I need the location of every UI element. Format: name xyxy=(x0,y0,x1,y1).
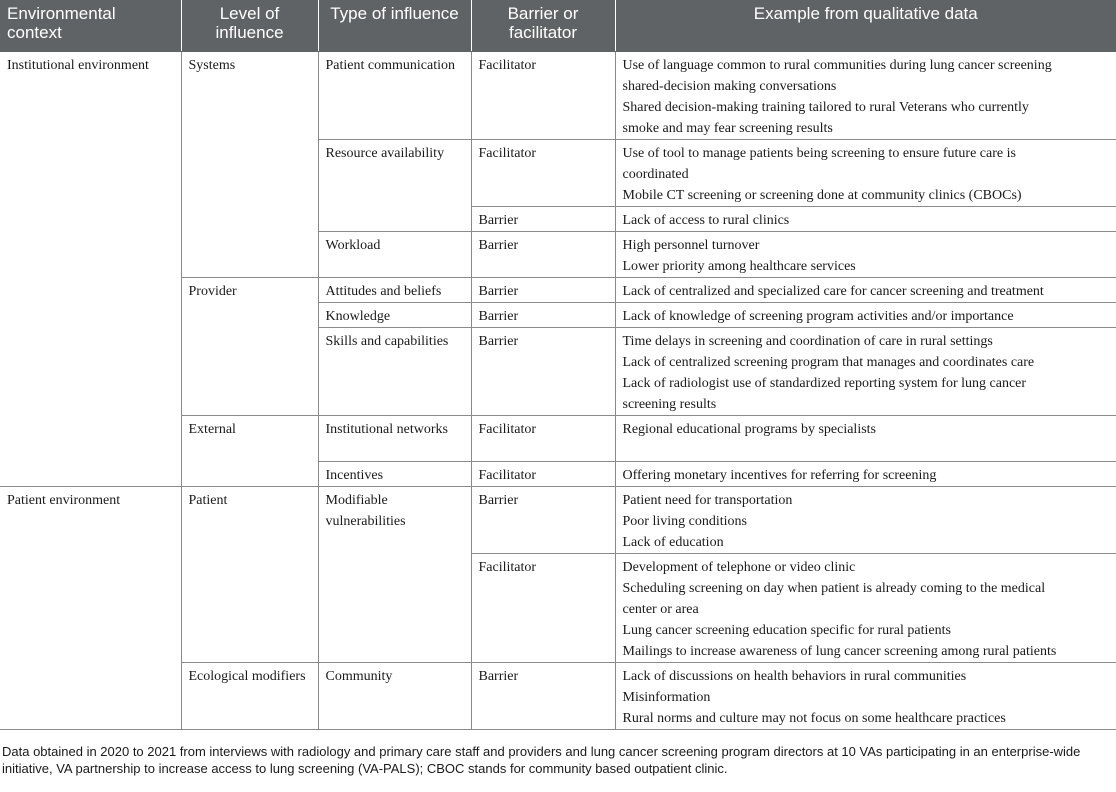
example-line: High personnel turnover xyxy=(622,237,760,253)
type-cell: Knowledge xyxy=(318,302,471,327)
example-line: Regional educational programs by specialists xyxy=(622,421,876,437)
type-cell: Skills and capabilities xyxy=(318,327,471,415)
example-line: Misinformation xyxy=(622,689,711,705)
example-line: shared-decision making conversations xyxy=(622,78,837,94)
example-line: smoke and may fear screening results xyxy=(622,120,833,136)
level-cell-systems: Systems xyxy=(181,51,318,277)
type-cell: Modifiable vulnerabilities xyxy=(318,486,471,662)
header-row xyxy=(0,0,1116,51)
example-line: screening results xyxy=(622,396,717,412)
example-cell xyxy=(615,206,1116,231)
example-line: Rural norms and culture may not focus on some healthcare practices xyxy=(622,710,1006,726)
example-line: Lack of education xyxy=(622,534,724,550)
example-line: Use of language common to rural communities during lung cancer screening xyxy=(622,57,1052,73)
example-cell xyxy=(615,231,1116,277)
example-cell xyxy=(615,662,1116,729)
header-barrier-or-facilitator: Barrier or facilitator xyxy=(471,0,615,51)
example-line: Poor living conditions xyxy=(622,513,747,529)
example-line: Scheduling screening on day when patient is already coming to the medical xyxy=(622,580,1046,596)
type-cell: Workload xyxy=(318,231,471,277)
context-cell-patient: Patient environment xyxy=(0,486,181,729)
level-cell-ecological: Ecological modifiers xyxy=(181,662,318,729)
example-line: Lack of knowledge of screening program activities and/or importance xyxy=(622,308,1014,324)
example-line: Development of telephone or video clinic xyxy=(622,559,856,575)
example-line: Lower priority among healthcare services xyxy=(622,258,856,274)
bf-cell: Facilitator xyxy=(471,139,615,206)
example-cell xyxy=(615,415,1116,461)
example-cell xyxy=(615,139,1116,206)
table-footnote: Data obtained in 2020 to 2021 from interviews with radiology and primary care staff and providers and lung cancer screening program directors at 10 VAs participating in an enterprise-wide initiative, VA partnership to increase access to lung screening (VA-PALS); CBOC stands for community based outpatient clinic. xyxy=(2,744,1081,776)
bf-cell: Facilitator xyxy=(471,553,615,662)
example-line: coordinated xyxy=(622,166,689,182)
example-line: center or area xyxy=(622,601,699,617)
example-line: Lack of centralized screening program that manages and coordinates care xyxy=(622,354,1035,370)
level-cell-provider: Provider xyxy=(181,277,318,415)
example-cell xyxy=(615,327,1116,415)
example-line: Time delays in screening and coordination of care in rural settings xyxy=(622,333,993,349)
bf-cell: Barrier xyxy=(471,277,615,302)
table-row xyxy=(0,486,1116,553)
example-line: Lack of radiologist use of standardized reporting system for lung cancer xyxy=(622,375,1027,391)
type-cell: Incentives xyxy=(318,461,471,486)
example-cell xyxy=(615,553,1116,662)
example-line: Use of tool to manage patients being screening to ensure future care is xyxy=(622,145,1016,161)
example-cell xyxy=(615,302,1116,327)
header-example: Example from qualitative data xyxy=(615,0,1116,51)
type-cell: Community xyxy=(318,662,471,729)
header-level-of-influence: Level of influence xyxy=(181,0,318,51)
example-line: Shared decision-making training tailored to rural Veterans who currently xyxy=(622,99,1029,115)
bf-cell: Barrier xyxy=(471,486,615,553)
table-row xyxy=(0,51,1116,139)
bf-cell: Facilitator xyxy=(471,415,615,461)
level-cell-external: External xyxy=(181,415,318,486)
example-line: Offering monetary incentives for referring for screening xyxy=(622,467,937,483)
bf-cell: Barrier xyxy=(471,302,615,327)
bf-cell: Barrier xyxy=(471,231,615,277)
example-cell xyxy=(615,461,1116,486)
example-line: Lack of centralized and specialized care for cancer screening and treatment xyxy=(622,283,1044,299)
example-line: Lack of access to rural clinics xyxy=(622,212,790,228)
example-line: Mobile CT screening or screening done at community clinics (CBOCs) xyxy=(622,187,1022,203)
example-line: Patient need for transportation xyxy=(622,492,793,508)
level-cell-patient: Patient xyxy=(181,486,318,662)
header-environmental-context: Environmental context xyxy=(0,0,181,51)
bf-cell: Facilitator xyxy=(471,461,615,486)
type-cell: Patient communication xyxy=(318,51,471,139)
example-cell xyxy=(615,486,1116,553)
header-type-of-influence: Type of influence xyxy=(318,0,471,51)
example-line: Mailings to increase awareness of lung cancer screening among rural patients xyxy=(622,643,1057,659)
bf-cell: Facilitator xyxy=(471,51,615,139)
example-line: Lack of discussions on health behaviors in rural communities xyxy=(622,668,967,684)
example-line: Lung cancer screening education specific for rural patients xyxy=(622,622,951,638)
type-cell: Attitudes and beliefs xyxy=(318,277,471,302)
example-cell xyxy=(615,277,1116,302)
type-cell: Resource availability xyxy=(318,139,471,231)
type-cell: Institutional networks xyxy=(318,415,471,461)
context-cell-institutional: Institutional environment xyxy=(0,51,181,486)
bf-cell: Barrier xyxy=(471,327,615,415)
example-cell xyxy=(615,51,1116,139)
bf-cell: Barrier xyxy=(471,662,615,729)
bf-cell: Barrier xyxy=(471,206,615,231)
